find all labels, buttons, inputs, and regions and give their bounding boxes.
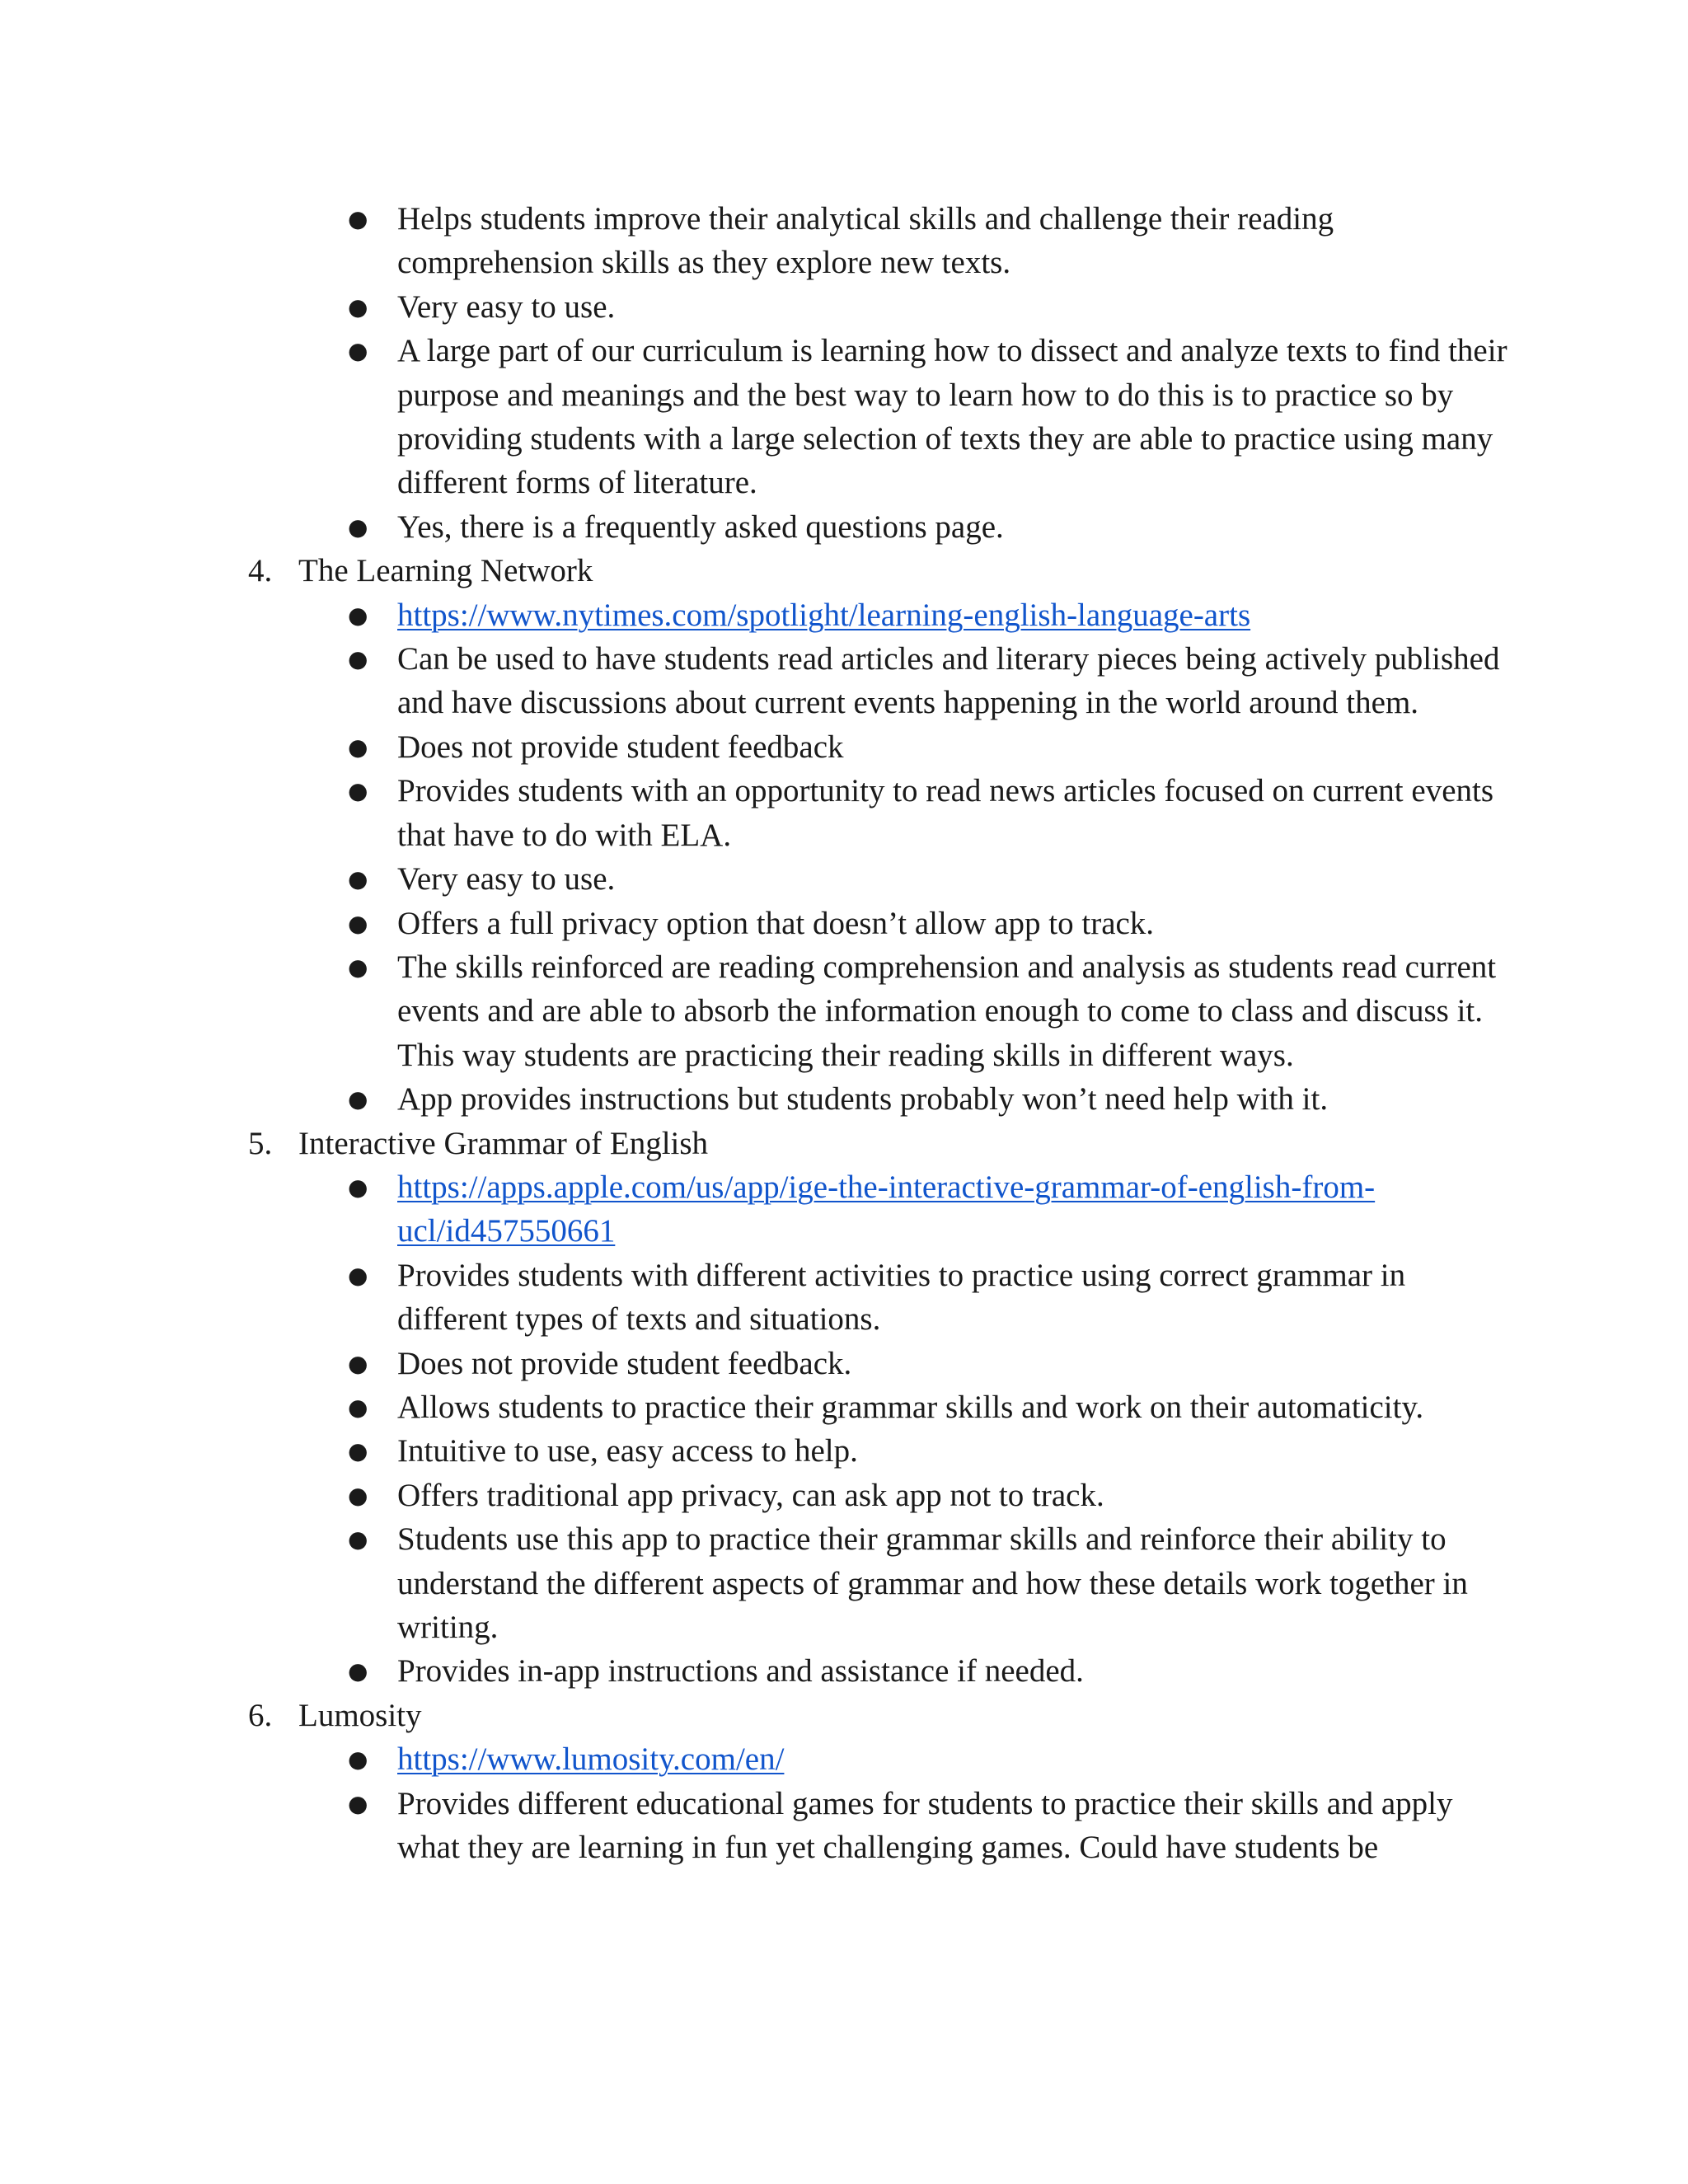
list-item: ● Students use this app to practice their grammar skills and reinforce their ability to understand the different aspects of grammar and how these details work together in writing.	[0, 1517, 1518, 1649]
list-item: ● Provides students with different activities to practice using correct grammar in different types of texts and situations.	[0, 1254, 1518, 1342]
bullet-icon: ●	[348, 293, 368, 321]
bullet-icon: ●	[348, 1173, 368, 1201]
list-number: 4.	[248, 553, 273, 589]
list-item: ● Offers a full privacy option that doesn’t allow app to track.	[0, 902, 1518, 945]
app-store-link[interactable]: https://apps.apple.com/us/app/ige-the-interactive-grammar-of-english-from-ucl/id457550661	[397, 1169, 1376, 1249]
list-number: 5.	[248, 1125, 273, 1161]
bullet-icon: ●	[348, 337, 368, 365]
list-item	[0, 1165, 1518, 1254]
list-item: ● Can be used to have students read articles and literary pieces being actively published and have discussions about current events happening in the world around them.	[0, 637, 1518, 725]
bullet-icon: ●	[348, 953, 368, 981]
bullet-icon: ●	[348, 1526, 368, 1554]
section-5-bullet-list	[0, 1165, 1688, 1694]
bullet-icon: ●	[348, 1349, 368, 1377]
list-item: ● A large part of our curriculum is learning how to dissect and analyze texts to find their purpose and meanings and the best way to learn how to do this is to practice so by providing students with a large selection of texts they are able to practice using many different forms of literature.	[0, 329, 1518, 505]
section-4-heading	[0, 549, 1688, 593]
bullet-icon: ●	[348, 1437, 368, 1465]
list-item: ● Provides different educational games for students to practice their skills and apply what they are learning in fun yet challenging games. Could have students be	[0, 1782, 1518, 1870]
nytimes-link[interactable]: https://www.nytimes.com/spotlight/learning-english-language-arts	[397, 597, 1251, 633]
list-item	[0, 1737, 1518, 1781]
document-body	[0, 197, 1688, 1869]
bullet-icon: ●	[348, 645, 368, 673]
bullet-icon: ●	[348, 1789, 368, 1817]
section-5-heading	[0, 1122, 1688, 1165]
bullet-icon: ●	[348, 1261, 368, 1289]
list-item	[0, 593, 1518, 637]
list-item: ● Very easy to use.	[0, 857, 1518, 901]
bullet-icon: ●	[348, 865, 368, 893]
list-item: ● Offers traditional app privacy, can ask app not to track.	[0, 1474, 1518, 1517]
section-6-heading	[0, 1694, 1688, 1737]
bullet-icon: ●	[348, 733, 368, 761]
bullet-icon: ●	[348, 1481, 368, 1509]
bullet-icon: ●	[348, 1657, 368, 1685]
list-item: ● Intuitive to use, easy access to help.	[0, 1429, 1518, 1473]
list-item: ● Yes, there is a frequently asked questions page.	[0, 505, 1518, 549]
section-title: Lumosity	[298, 1697, 422, 1733]
bullet-icon: ●	[348, 513, 368, 541]
bullet-icon: ●	[348, 1085, 368, 1113]
list-item: ● Provides students with an opportunity to read news articles focused on current events that have to do with ELA.	[0, 769, 1518, 857]
bullet-icon: ●	[348, 601, 368, 629]
section-3-bullet-list	[0, 197, 1688, 549]
list-number: 6.	[248, 1697, 273, 1733]
bullet-icon: ●	[348, 205, 368, 232]
bullet-icon: ●	[348, 777, 368, 805]
section-6-bullet-list	[0, 1737, 1688, 1869]
list-item: ● Allows students to practice their grammar skills and work on their automaticity.	[0, 1385, 1518, 1429]
list-item: ● The skills reinforced are reading comprehension and analysis as students read current events and are able to absorb the information enough to come to class and discuss it. This way students are practicing their reading skills in different ways.	[0, 945, 1518, 1077]
list-item: ● Does not provide student feedback.	[0, 1342, 1518, 1385]
section-title: Interactive Grammar of English	[298, 1125, 709, 1161]
bullet-icon: ●	[348, 909, 368, 937]
bullet-icon: ●	[348, 1746, 368, 1774]
list-item: ● App provides instructions but students probably won’t need help with it.	[0, 1077, 1518, 1121]
list-item: ● Provides in-app instructions and assistance if needed.	[0, 1649, 1518, 1693]
lumosity-link[interactable]: https://www.lumosity.com/en/	[397, 1741, 785, 1778]
section-4-bullet-list	[0, 593, 1688, 1122]
list-item: ● Helps students improve their analytical skills and challenge their reading comprehension skills as they explore new texts.	[0, 197, 1518, 285]
bullet-icon: ●	[348, 1393, 368, 1421]
section-title: The Learning Network	[298, 553, 593, 589]
list-item: ● Does not provide student feedback	[0, 725, 1518, 769]
list-item: ● Very easy to use.	[0, 285, 1518, 329]
